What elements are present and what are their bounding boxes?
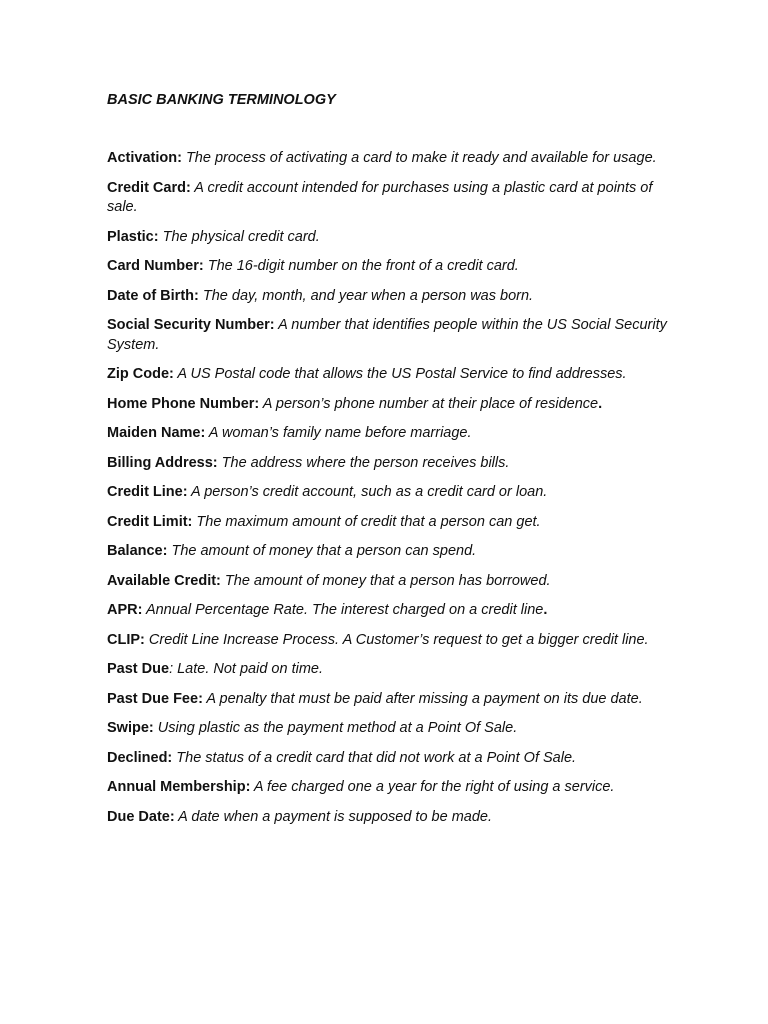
term-name: Balance: [107, 543, 168, 559]
term-definition: A fee charged one a year for the right of using a service. [250, 779, 615, 795]
term-definition: A credit account intended for purchases using a plastic card at points of sale. [107, 179, 653, 215]
term-definition: : Late. Not paid on time. [169, 661, 324, 677]
term-name: CLIP: [107, 631, 145, 648]
term-entry [107, 365, 667, 385]
term-definition: The maximum amount of credit that a person can get. [192, 513, 541, 530]
term-definition: Annual Percentage Rate. The interest charged on a credit line [142, 602, 544, 618]
term-entry [107, 149, 667, 169]
term-definition: A penalty that must be paid after missing a payment on its due date. [202, 690, 643, 707]
term-definition: The process of activating a card to make it ready and available for usage. [181, 150, 657, 166]
term-entry [107, 228, 667, 248]
term-name: Plastic: [107, 228, 159, 245]
term-definition: The 16-digit number on the front of a credit card. [203, 258, 519, 274]
term-entry [107, 601, 667, 621]
term-name: Available Credit: [107, 572, 221, 589]
term-definition: A date when a payment is supposed to be made. [174, 808, 493, 825]
term-name: APR: [107, 602, 143, 618]
term-name: Credit Line: [107, 484, 188, 500]
term-name: Swipe: [107, 720, 154, 736]
term-entry [107, 542, 667, 562]
term-entry [107, 572, 667, 592]
term-definition: A person’s credit account, such as a credit card or loan. [187, 484, 548, 500]
term-trailing-punctuation: . [543, 602, 548, 618]
term-entry [107, 454, 667, 474]
term-name: Past Due [107, 661, 170, 677]
term-entry [107, 257, 667, 277]
terms-list [107, 149, 667, 837]
term-name: Activation: [107, 150, 182, 166]
term-entry [107, 316, 667, 355]
document-title: BASIC BANKING TERMINOLOGY [107, 92, 336, 108]
term-name: Past Due Fee: [107, 690, 203, 707]
term-definition: A number that identifies people within the US Social Security System. [107, 317, 667, 353]
term-name: Date of Birth: [107, 287, 199, 304]
term-name: Billing Address: [107, 454, 218, 471]
term-entry [107, 778, 667, 798]
term-entry [107, 424, 667, 444]
term-entry [107, 808, 667, 828]
term-definition: The amount of money that a person can spend. [167, 543, 477, 559]
term-entry [107, 749, 667, 769]
term-entry [107, 719, 667, 739]
term-name: Credit Card: [107, 179, 191, 196]
term-definition: A US Postal code that allows the US Postal Service to find addresses. [173, 366, 627, 382]
term-name: Credit Limit: [107, 513, 193, 530]
term-definition: The status of a credit card that did not work at a Point Of Sale. [172, 749, 577, 766]
term-name: Card Number: [107, 258, 204, 274]
term-definition: The address where the person receives bills. [217, 454, 510, 471]
term-trailing-punctuation: . [598, 395, 603, 412]
term-name: Home Phone Number: [107, 395, 260, 412]
term-entry [107, 287, 667, 307]
term-entry [107, 660, 667, 680]
term-definition: The day, month, and year when a person was born. [198, 287, 534, 304]
term-entry [107, 483, 667, 503]
term-name: Zip Code: [107, 366, 174, 382]
term-entry [107, 690, 667, 710]
term-name: Due Date: [107, 808, 175, 825]
term-entry [107, 631, 667, 651]
term-definition: The physical credit card. [158, 228, 320, 245]
term-entry [107, 395, 667, 415]
term-entry [107, 513, 667, 533]
term-definition: Using plastic as the payment method at a Point Of Sale. [153, 720, 518, 736]
term-name: Maiden Name: [107, 425, 206, 441]
term-definition: A person’s phone number at their place of residence [259, 395, 599, 412]
document-page [107, 90, 667, 825]
term-name: Annual Membership: [107, 779, 251, 795]
term-definition: A woman’s family name before marriage. [205, 425, 472, 441]
term-definition: The amount of money that a person has borrowed. [220, 572, 551, 589]
term-name: Declined: [107, 749, 173, 766]
term-name: Social Security Number: [107, 317, 275, 333]
term-definition: Credit Line Increase Process. A Customer’s request to get a bigger credit line. [144, 631, 649, 648]
term-entry [107, 179, 667, 218]
